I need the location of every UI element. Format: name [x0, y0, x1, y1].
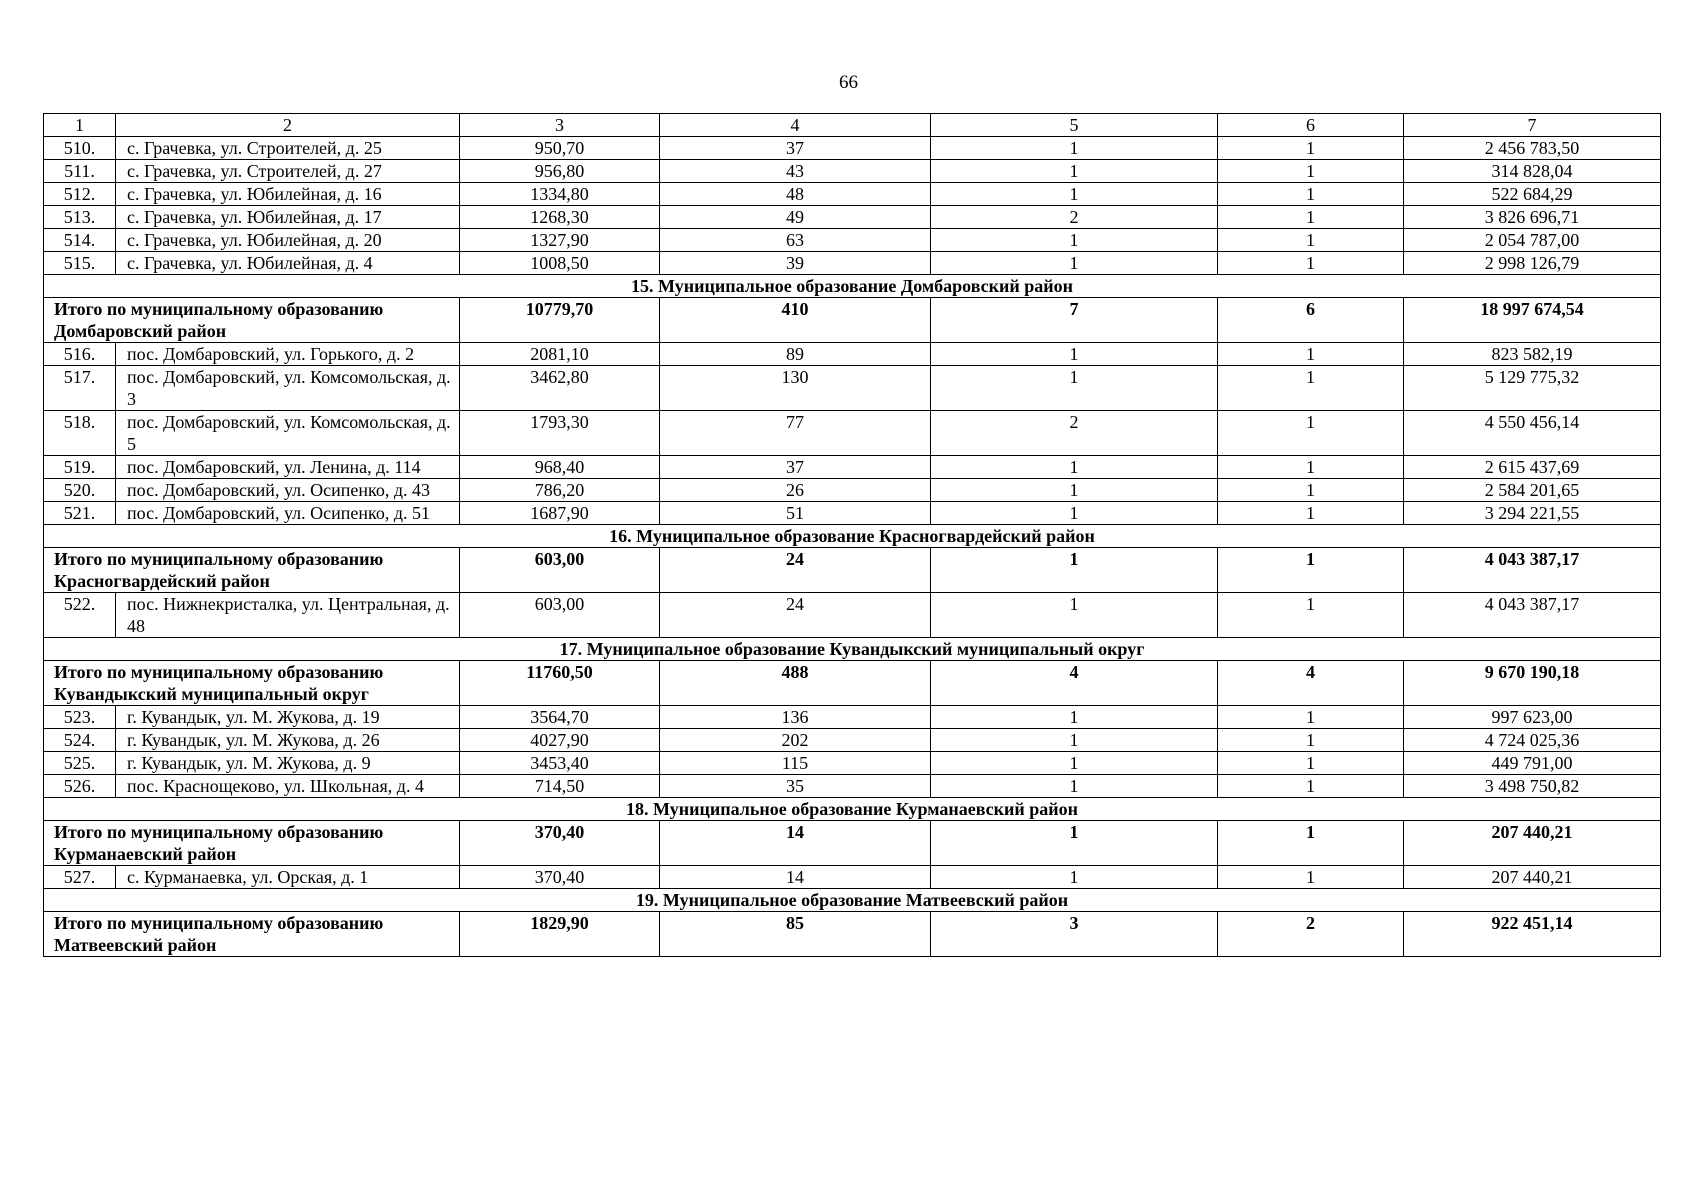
row-col6: 1 [1218, 137, 1404, 160]
total-area: 10779,70 [460, 298, 660, 343]
row-area: 968,40 [460, 456, 660, 479]
table-row [44, 160, 1661, 183]
total-label: Итого по муниципальному образованию Красногвардейский район [44, 548, 460, 593]
row-number: 516. [44, 343, 116, 366]
table-row [44, 456, 1661, 479]
row-cost: 2 584 201,65 [1404, 479, 1661, 502]
table-row [44, 206, 1661, 229]
page-number: 66 [839, 72, 858, 93]
row-col6: 1 [1218, 502, 1404, 525]
total-label: Итого по муниципальному образованию Матвеевский район [44, 912, 460, 957]
row-col6: 1 [1218, 729, 1404, 752]
total-area: 370,40 [460, 821, 660, 866]
row-address: пос. Домбаровский, ул. Ленина, д. 114 [116, 456, 460, 479]
row-col5: 1 [931, 502, 1218, 525]
row-number: 525. [44, 752, 116, 775]
row-cost: 4 550 456,14 [1404, 411, 1661, 456]
table-row [44, 593, 1661, 638]
row-area: 1268,30 [460, 206, 660, 229]
table-row [44, 229, 1661, 252]
row-col5: 1 [931, 343, 1218, 366]
row-residents: 202 [660, 729, 931, 752]
header-row [44, 114, 1661, 137]
total-col6: 4 [1218, 661, 1404, 706]
row-number: 522. [44, 593, 116, 638]
total-col5: 1 [931, 548, 1218, 593]
total-row [44, 912, 1661, 957]
total-residents: 85 [660, 912, 931, 957]
table-row [44, 343, 1661, 366]
row-cost: 997 623,00 [1404, 706, 1661, 729]
row-area: 786,20 [460, 479, 660, 502]
row-col6: 1 [1218, 593, 1404, 638]
table-row [44, 479, 1661, 502]
total-residents: 488 [660, 661, 931, 706]
section-row [44, 638, 1661, 661]
row-cost: 207 440,21 [1404, 866, 1661, 889]
row-col6: 1 [1218, 343, 1404, 366]
section-row [44, 525, 1661, 548]
total-cost: 207 440,21 [1404, 821, 1661, 866]
row-residents: 77 [660, 411, 931, 456]
row-col6: 1 [1218, 866, 1404, 889]
total-residents: 24 [660, 548, 931, 593]
section-title: 16. Муниципальное образование Красногвардейский район [44, 525, 1661, 548]
row-cost: 5 129 775,32 [1404, 366, 1661, 411]
total-label: Итого по муниципальному образованию Курманаевский район [44, 821, 460, 866]
row-address: г. Кувандык, ул. М. Жукова, д. 26 [116, 729, 460, 752]
row-col5: 1 [931, 252, 1218, 275]
row-address: с. Грачевка, ул. Юбилейная, д. 20 [116, 229, 460, 252]
row-address: пос. Домбаровский, ул. Комсомольская, д. 3 [116, 366, 460, 411]
row-col6: 1 [1218, 456, 1404, 479]
row-cost: 2 456 783,50 [1404, 137, 1661, 160]
header-cell: 5 [931, 114, 1218, 137]
table-body [44, 114, 1661, 957]
row-residents: 14 [660, 866, 931, 889]
row-number: 511. [44, 160, 116, 183]
row-col5: 1 [931, 775, 1218, 798]
row-col6: 1 [1218, 183, 1404, 206]
row-address: с. Грачевка, ул. Юбилейная, д. 17 [116, 206, 460, 229]
row-cost: 3 294 221,55 [1404, 502, 1661, 525]
table-row [44, 775, 1661, 798]
section-title: 15. Муниципальное образование Домбаровский район [44, 275, 1661, 298]
row-area: 3564,70 [460, 706, 660, 729]
row-area: 1793,30 [460, 411, 660, 456]
row-col5: 1 [931, 183, 1218, 206]
row-col5: 2 [931, 206, 1218, 229]
total-cost: 18 997 674,54 [1404, 298, 1661, 343]
row-address: г. Кувандык, ул. М. Жукова, д. 19 [116, 706, 460, 729]
total-col5: 3 [931, 912, 1218, 957]
total-col5: 7 [931, 298, 1218, 343]
header-cell: 3 [460, 114, 660, 137]
row-area: 1687,90 [460, 502, 660, 525]
header-cell: 2 [116, 114, 460, 137]
row-number: 520. [44, 479, 116, 502]
total-area: 1829,90 [460, 912, 660, 957]
row-col5: 1 [931, 729, 1218, 752]
row-area: 603,00 [460, 593, 660, 638]
row-cost: 3 498 750,82 [1404, 775, 1661, 798]
header-cell: 7 [1404, 114, 1661, 137]
total-cost: 9 670 190,18 [1404, 661, 1661, 706]
row-number: 521. [44, 502, 116, 525]
row-col5: 1 [931, 866, 1218, 889]
row-col5: 1 [931, 160, 1218, 183]
row-residents: 24 [660, 593, 931, 638]
row-number: 513. [44, 206, 116, 229]
table-row [44, 411, 1661, 456]
total-row [44, 821, 1661, 866]
row-address: с. Курманаевка, ул. Орская, д. 1 [116, 866, 460, 889]
section-title: 18. Муниципальное образование Курманаевский район [44, 798, 1661, 821]
row-number: 526. [44, 775, 116, 798]
row-col6: 1 [1218, 706, 1404, 729]
row-number: 523. [44, 706, 116, 729]
row-area: 1008,50 [460, 252, 660, 275]
table-row [44, 183, 1661, 206]
total-row [44, 548, 1661, 593]
row-col5: 1 [931, 137, 1218, 160]
total-label: Итого по муниципальному образованию Кувандыкский муниципальный округ [44, 661, 460, 706]
row-number: 518. [44, 411, 116, 456]
row-cost: 3 826 696,71 [1404, 206, 1661, 229]
row-address: пос. Домбаровский, ул. Комсомольская, д. 5 [116, 411, 460, 456]
row-area: 1327,90 [460, 229, 660, 252]
row-address: с. Грачевка, ул. Юбилейная, д. 16 [116, 183, 460, 206]
row-address: г. Кувандык, ул. М. Жукова, д. 9 [116, 752, 460, 775]
row-number: 510. [44, 137, 116, 160]
row-col6: 1 [1218, 752, 1404, 775]
total-col6: 2 [1218, 912, 1404, 957]
total-col6: 1 [1218, 548, 1404, 593]
total-col5: 1 [931, 821, 1218, 866]
table-row [44, 502, 1661, 525]
housing-table [43, 113, 1661, 957]
row-number: 517. [44, 366, 116, 411]
row-number: 519. [44, 456, 116, 479]
row-col5: 2 [931, 411, 1218, 456]
row-col5: 1 [931, 706, 1218, 729]
row-residents: 63 [660, 229, 931, 252]
header-cell: 6 [1218, 114, 1404, 137]
row-cost: 4 043 387,17 [1404, 593, 1661, 638]
total-cost: 922 451,14 [1404, 912, 1661, 957]
row-area: 4027,90 [460, 729, 660, 752]
row-address: с. Грачевка, ул. Юбилейная, д. 4 [116, 252, 460, 275]
row-address: с. Грачевка, ул. Строителей, д. 25 [116, 137, 460, 160]
section-title: 19. Муниципальное образование Матвеевский район [44, 889, 1661, 912]
total-area: 603,00 [460, 548, 660, 593]
row-residents: 48 [660, 183, 931, 206]
row-col6: 1 [1218, 775, 1404, 798]
table-row [44, 252, 1661, 275]
section-row [44, 275, 1661, 298]
row-residents: 130 [660, 366, 931, 411]
row-area: 1334,80 [460, 183, 660, 206]
table-row [44, 706, 1661, 729]
row-cost: 823 582,19 [1404, 343, 1661, 366]
row-residents: 89 [660, 343, 931, 366]
row-area: 2081,10 [460, 343, 660, 366]
row-area: 956,80 [460, 160, 660, 183]
row-cost: 2 615 437,69 [1404, 456, 1661, 479]
row-residents: 26 [660, 479, 931, 502]
row-number: 512. [44, 183, 116, 206]
table-row [44, 729, 1661, 752]
total-residents: 14 [660, 821, 931, 866]
section-title: 17. Муниципальное образование Кувандыкский муниципальный округ [44, 638, 1661, 661]
row-area: 950,70 [460, 137, 660, 160]
row-col5: 1 [931, 366, 1218, 411]
row-cost: 522 684,29 [1404, 183, 1661, 206]
header-cell: 4 [660, 114, 931, 137]
total-col5: 4 [931, 661, 1218, 706]
row-address: пос. Краснощеково, ул. Школьная, д. 4 [116, 775, 460, 798]
total-row [44, 298, 1661, 343]
row-address: пос. Домбаровский, ул. Горького, д. 2 [116, 343, 460, 366]
row-residents: 51 [660, 502, 931, 525]
row-address: пос. Домбаровский, ул. Осипенко, д. 51 [116, 502, 460, 525]
table-row [44, 752, 1661, 775]
row-col6: 1 [1218, 206, 1404, 229]
row-col6: 1 [1218, 229, 1404, 252]
row-cost: 4 724 025,36 [1404, 729, 1661, 752]
row-number: 515. [44, 252, 116, 275]
total-label: Итого по муниципальному образованию Домбаровский район [44, 298, 460, 343]
row-address: пос. Нижнекристалка, ул. Центральная, д. 48 [116, 593, 460, 638]
row-col6: 1 [1218, 252, 1404, 275]
row-cost: 314 828,04 [1404, 160, 1661, 183]
section-row [44, 889, 1661, 912]
row-col5: 1 [931, 456, 1218, 479]
row-residents: 136 [660, 706, 931, 729]
total-col6: 6 [1218, 298, 1404, 343]
section-row [44, 798, 1661, 821]
row-area: 370,40 [460, 866, 660, 889]
row-cost: 2 054 787,00 [1404, 229, 1661, 252]
row-residents: 37 [660, 137, 931, 160]
total-residents: 410 [660, 298, 931, 343]
row-address: с. Грачевка, ул. Строителей, д. 27 [116, 160, 460, 183]
header-cell: 1 [44, 114, 116, 137]
row-col5: 1 [931, 593, 1218, 638]
row-col6: 1 [1218, 160, 1404, 183]
row-col6: 1 [1218, 479, 1404, 502]
row-area: 3453,40 [460, 752, 660, 775]
total-col6: 1 [1218, 821, 1404, 866]
total-cost: 4 043 387,17 [1404, 548, 1661, 593]
row-col5: 1 [931, 752, 1218, 775]
total-area: 11760,50 [460, 661, 660, 706]
row-residents: 49 [660, 206, 931, 229]
row-residents: 37 [660, 456, 931, 479]
row-area: 3462,80 [460, 366, 660, 411]
row-number: 524. [44, 729, 116, 752]
table-row [44, 366, 1661, 411]
row-residents: 115 [660, 752, 931, 775]
table-row [44, 866, 1661, 889]
row-number: 514. [44, 229, 116, 252]
row-cost: 449 791,00 [1404, 752, 1661, 775]
row-col6: 1 [1218, 411, 1404, 456]
row-col5: 1 [931, 229, 1218, 252]
row-cost: 2 998 126,79 [1404, 252, 1661, 275]
row-residents: 43 [660, 160, 931, 183]
row-address: пос. Домбаровский, ул. Осипенко, д. 43 [116, 479, 460, 502]
total-row [44, 661, 1661, 706]
row-col5: 1 [931, 479, 1218, 502]
row-col6: 1 [1218, 366, 1404, 411]
row-area: 714,50 [460, 775, 660, 798]
row-number: 527. [44, 866, 116, 889]
row-residents: 39 [660, 252, 931, 275]
table-row [44, 137, 1661, 160]
row-residents: 35 [660, 775, 931, 798]
